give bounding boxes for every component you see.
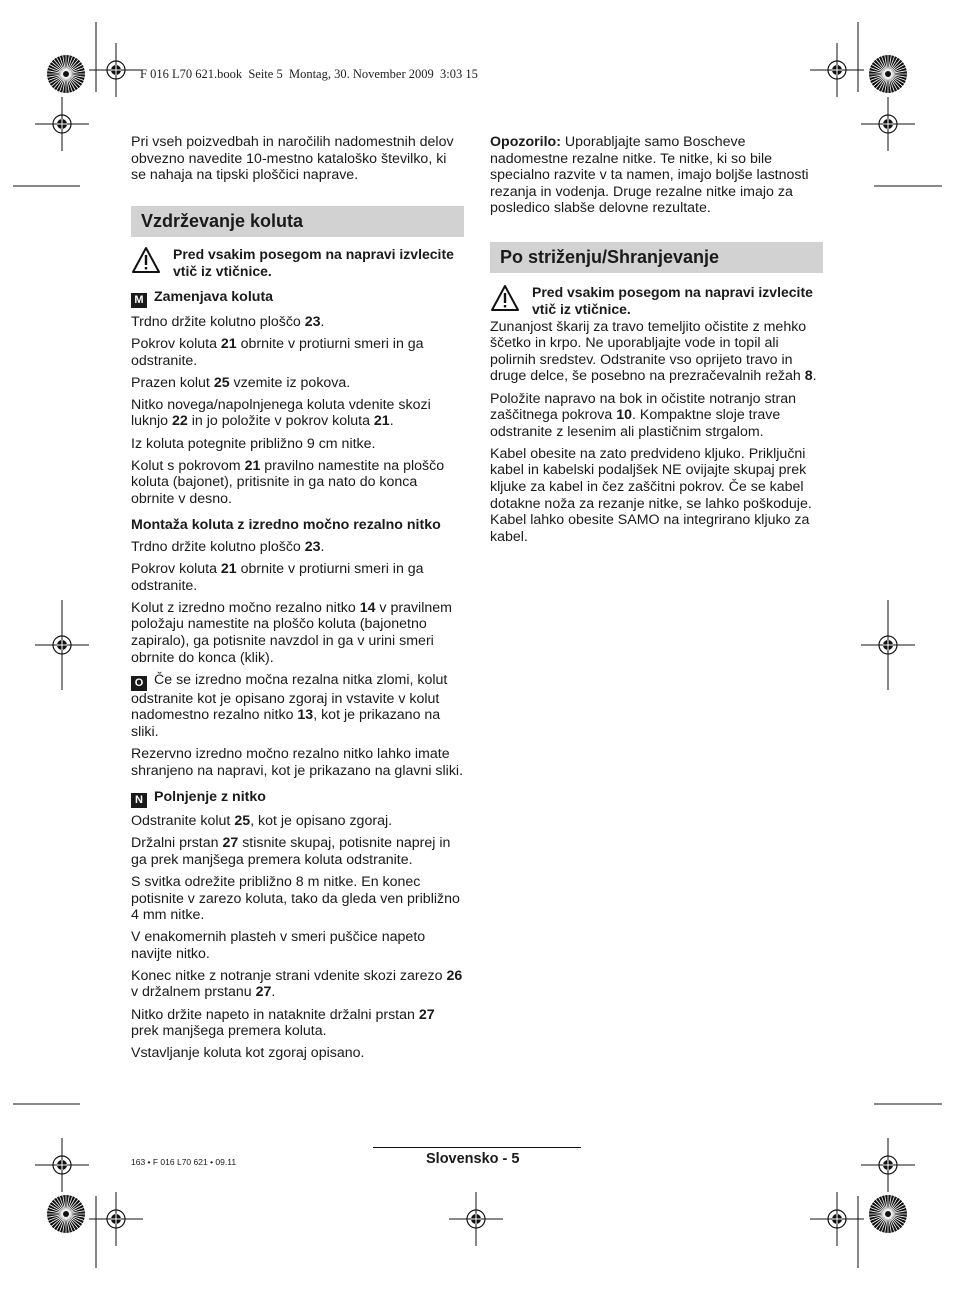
- paragraph: Pokrov koluta 21 obrnite v protiurni smeri in ga odstranite.: [131, 336, 424, 369]
- caution-text: Uporabljajte samo Boscheve nadomestne rezalne nitke. Te nitke, ki so bile specialno razvite v ta namen, imajo boljše lastnosti rezanja in vodenja. Druge rezalne nitke imajo za posledico slabše delovne rezultate.: [490, 134, 809, 217]
- figure-badge-n: N: [131, 793, 147, 808]
- figure-badge-o: O: [131, 676, 147, 691]
- caution-paragraph: [490, 134, 823, 217]
- paragraph-text: Če se izredno močna rezalna nitka zlomi, kolut odstranite kot je opisano zgoraj in vstavite v kolut nadomestno rezalno nitko 13, kot je prikazano na sliki.: [131, 671, 448, 740]
- heading-heavy-duty-spool: Montaža koluta z izredno močno rezalno nitko: [131, 516, 441, 533]
- figure-badge-m: M: [131, 293, 147, 308]
- paragraph: S svitka odrežite približno 8 m nitke. En konec potisnite v zarezo koluta, tako da gleda ven približno 4 mm nitke.: [131, 873, 460, 924]
- book-header-line: F 016 L70 621.book Seite 5 Montag, 30. November 2009 3:03 15: [140, 67, 478, 81]
- paragraph: [131, 672, 464, 741]
- paragraph: Nitko držite napeto in nataknite držalni prstan 27 prek manjšega premera koluta.: [131, 1006, 435, 1040]
- footer-rule: [373, 1147, 581, 1148]
- warning-triangle-icon: [131, 246, 161, 274]
- paragraph: Odstranite kolut 25, kot je opisano zgoraj.: [131, 813, 393, 830]
- page-number: Slovensko - 5: [426, 1151, 520, 1167]
- heading-text: Polnjenje z nitko: [154, 788, 266, 805]
- paragraph: Pokrov koluta 21 obrnite v protiurni smeri in ga odstranite.: [131, 561, 424, 594]
- paragraph: Nitko novega/napolnjenega koluta vdenite skozi luknjo 22 in jo položite v pokrov koluta 21.: [131, 396, 431, 430]
- paragraph: Kabel obesite na zato predvideno kljuko. Priključni kabel in kabelski podaljšek NE ovijajte skupaj prek kljuke za kabel in čez zaščitni pokrov. Če se kabel dotakne noža za rezanje nitke, se lahko poškoduje. Kabel lahko obesite SAMO na integrirano kljuko za kabel.: [490, 445, 812, 545]
- paragraph: Zunanjost škarij za travo temeljito očistite z mehko ščetko in krpo. Ne uporabljajte vode in topil ali polirnih sredstev. Odstranite vso oprijeto travo in druge delce, še posebno na prezračevalnih režah 8.: [490, 318, 817, 385]
- warning-text: Pred vsakim posegom na napravi izvlecite vtič iz vtičnice.: [173, 246, 454, 279]
- caution-label: Opozorilo:: [490, 134, 561, 150]
- paragraph: V enakomernih plasteh v smeri puščice napeto navijte nitko.: [131, 929, 426, 962]
- heading-replace-spool: [131, 289, 464, 308]
- paragraph: Prazen kolut 25 vzemite iz pokova.: [131, 374, 351, 391]
- warning-text: Pred vsakim posegom na napravi izvlecite vtič iz vtičnice.: [532, 284, 813, 318]
- paragraph: Kolut s pokrovom 21 pravilno namestite na ploščo koluta (bajonet), pritisnite in ga nato do konca obrnite v desno.: [131, 457, 445, 507]
- paragraph: Kolut z izredno močno rezalno nitko 14 v pravilnem položaju namestite na ploščo koluta (bajonetno zapiralo), ga potisnite navzdol in ga v urini smeri obrnite do konca (klik).: [131, 599, 452, 666]
- left-column: [131, 134, 464, 1067]
- section-title-maintenance: Vzdrževanje koluta: [131, 206, 464, 237]
- paragraph: Trdno držite kolutno ploščo 23.: [131, 539, 325, 555]
- section-title-after-use: Po striženju/Shranjevanje: [490, 242, 823, 273]
- paragraph: Rezervno izredno močno rezalno nitko lahko imate shranjeno na napravi, kot je prikazano na glavni sliki.: [131, 745, 464, 779]
- footer-code: 163 • F 016 L70 621 • 09.11: [131, 1157, 237, 1167]
- paragraph: Iz koluta potegnite približno 9 cm nitke.: [131, 435, 376, 452]
- paragraph: Konec nitke z notranje strani vdenite skozi zarezo 26 v držalnem prstanu 27.: [131, 967, 463, 1001]
- warning-block: [131, 246, 464, 279]
- right-column: [490, 134, 823, 551]
- warning-block: [490, 284, 823, 317]
- paragraph: Vstavljanje koluta kot zgoraj opisano.: [131, 1045, 365, 1062]
- paragraph: Trdno držite kolutno ploščo 23.: [131, 313, 325, 330]
- warning-triangle-icon: [490, 284, 520, 312]
- intro-paragraph: Pri vseh poizvedbah in naročilih nadomestnih delov obvezno navedite 10-mestno kataloško številko, ki se nahaja na tipski ploščici naprave.: [131, 134, 454, 184]
- heading-refill-line: [131, 789, 464, 808]
- paragraph: Položite napravo na bok in očistite notranjo stran zaščitnega pokrova 10. Kompaktne sloje trave odstranite z lesenim ali plastičnim strgalom.: [490, 390, 797, 440]
- paragraph: Držalni prstan 27 stisnite skupaj, potisnite naprej in ga prek manjšega premera koluta odstranite.: [131, 835, 451, 868]
- heading-text: Zamenjava koluta: [154, 289, 274, 306]
